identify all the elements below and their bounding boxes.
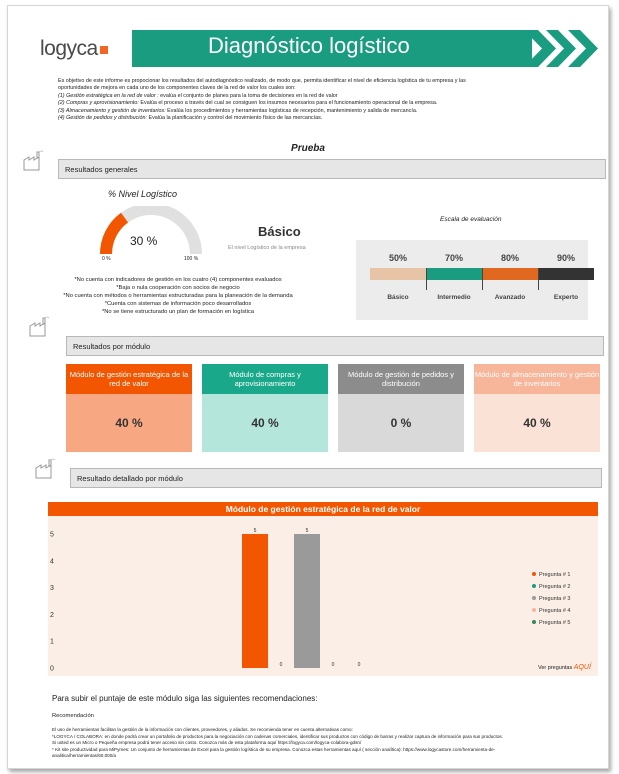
intro-line: Es objetivo de este informe es propocionar los resultados del autodiagnóstico realizado, de modo que, permita identificar el nivel de eficiencia logística de tu empresa y las [58, 78, 466, 84]
section-results-general: Resultados generales [58, 159, 606, 179]
module-card-value: 40 % [202, 394, 328, 452]
module-card-value: 40 % [474, 394, 600, 452]
report-page [7, 5, 609, 769]
scale-label: Avanzado [494, 294, 526, 301]
factory-icon [28, 316, 50, 338]
view-questions-link[interactable]: Ver preguntas AQUÍ [538, 664, 591, 671]
scale-divider [482, 268, 483, 290]
legend-marker [532, 596, 536, 600]
section-results-detail: Resultado detallado por módulo [70, 468, 602, 488]
module-card-value: 40 % [66, 394, 192, 452]
intro-text [58, 78, 598, 122]
chart-title: Módulo de gestión estratégica de la red de valor [48, 502, 598, 516]
gauge-title: % Nivel Logístico [108, 189, 178, 199]
legend-label: Pregunta # 4 [539, 608, 571, 614]
gauge-chart [100, 206, 202, 258]
gauge-max-label: 100 % [184, 256, 199, 262]
scale-label: Intermedio [437, 294, 471, 301]
logyca-logo: logyca [40, 37, 108, 61]
legend-label: Pregunta # 2 [539, 584, 571, 590]
intro-item: (3) Almacenamiento y gestión de inventarios: Evalúa los procedimientos y herramientas logísticas de recepción, mantenimiento y salida de mercancía. [58, 107, 418, 114]
scale-label: Experto [553, 294, 579, 301]
scale-box [356, 240, 588, 320]
bar-value-label: 0 [357, 662, 361, 668]
y-tick-label: 4 [50, 558, 54, 566]
recommendations-subtitle: Recomendación [52, 713, 94, 719]
module-card-title: Módulo de almacenamiento y gestión de inventarios [474, 364, 600, 394]
module-card-title: Módulo de gestión de pedidos y distribución [338, 364, 464, 394]
note-line: *No se tiene estructurado un plan de formación en logística [101, 309, 255, 315]
level-name: Básico [258, 224, 301, 239]
level-subtitle: El nivel Logístico de la empresa [228, 245, 306, 251]
scale-bar-avanzado [482, 268, 538, 280]
level-notes [8, 276, 348, 316]
recommendation-line: * Kit site productividad para MiPymes: Un conjunto de herramientas de Excel para la gestión logística de su empresa. Conozca estas herramientas aquí ( sección analítica): https://www.logycastore.com/herramienta-de- [52, 746, 496, 752]
scale-label: Básico [387, 294, 409, 301]
module-card-title: Módulo de compras y aprovisionamiento [202, 364, 328, 394]
bar-value-label: 5 [305, 528, 309, 534]
gauge-value: 30 % [130, 234, 158, 248]
scale-pct: 50% [388, 253, 407, 263]
scale-bar-intermedio [426, 268, 482, 280]
bar-value-label: 0 [331, 662, 335, 668]
bar-value-label: 0 [279, 662, 283, 668]
legend-label: Pregunta # 1 [539, 572, 571, 578]
scale-divider [426, 268, 427, 290]
bar-3 [294, 534, 320, 668]
legend-label: Pregunta # 5 [539, 620, 571, 626]
legend-marker [532, 584, 536, 588]
note-line: *Baja o nula cooperación con socios de negocio [116, 285, 240, 291]
intro-item: (1) Gestión estratégica en la red de valor : evalúa el conjunto de planes para la toma de decisiones en la red de valor [58, 92, 338, 99]
bar-chart [48, 516, 598, 676]
recommendations-title: Para subir el puntaje de este módulo siga las siguientes recomendaciones: [52, 694, 318, 703]
intro-item: (2) Compras y aprovisionamiento: Evalúa el proceso a través del cual se consiguen los insumos necesarios para el funcionamiento operacional de la empresa. [58, 100, 438, 107]
company-name: Prueba [291, 143, 325, 154]
legend-marker [532, 572, 536, 576]
scale-bar-experto [538, 268, 594, 280]
factory-icon [34, 458, 56, 480]
scale-pct: 90% [556, 253, 575, 263]
intro-item: (4) Gestión de pedidos y distribución: Evalúa la planificación y control del movimiento físico de las mercancías. [58, 115, 323, 122]
bar-1 [242, 534, 268, 668]
scale-bar-basico [370, 268, 426, 280]
legend-label: Pregunta # 3 [539, 596, 571, 602]
scale-pct: 70% [444, 253, 463, 263]
y-tick-label: 2 [50, 611, 54, 619]
module-card-value: 0 % [338, 394, 464, 452]
recommendation-line: Si usted es un Micro o Pequeña empresa podrá tener acceso sin costo. Conozca más de esta plataforma aquí https://logyca.com/logyca-colabora-gdsn/ [52, 740, 362, 746]
bar-value-label: 5 [253, 528, 257, 534]
chevron-arrows-icon [524, 30, 608, 67]
section-results-modules: Resultados por módulo [66, 336, 604, 356]
recommendation-line: El uso de herramientas facilitan la gestión de la información con clientes, proveedores, y aliados. Se recomienda tener en cuenta alternativas como: [52, 727, 353, 732]
note-line: *No cuenta con indicadores de gestión en los cuatro (4) componentes evaluados [74, 277, 282, 283]
y-tick-label: 0 [50, 665, 54, 673]
y-tick-label: 1 [50, 638, 54, 646]
y-tick-label: 5 [50, 531, 54, 539]
intro-line: oportunidades de mejora en cada uno de los componentes claves de la red de valor los cuales son: [58, 85, 296, 92]
note-line: *Cuenta con sistemas de información poco desarrollados [104, 301, 252, 307]
factory-icon [22, 150, 44, 172]
scale-pct: 80% [500, 253, 519, 263]
page-title: Diagnóstico logístico [208, 33, 410, 58]
recommendations-body [52, 727, 602, 760]
scale-title: Escala de evaluación [440, 216, 502, 223]
legend-marker [532, 608, 536, 612]
legend-marker [532, 620, 536, 624]
gauge-fill [106, 218, 125, 254]
y-tick-label: 3 [50, 585, 54, 593]
logo-square-icon [100, 46, 108, 54]
module-card-title: Módulo de gestión estratégica de la red de valor [66, 364, 192, 394]
gauge-min-label: 0 % [102, 256, 111, 262]
recommendation-line: *LOGYCA / COLABORA: en donde podrá crear un portafolio de productos para la negociación con cadenas comerciales, identificar sus productos con código de barras y realizar captura de información para sus productos. [52, 733, 503, 739]
scale-divider [538, 268, 539, 290]
note-line: *No cuenta con métodos o herramientas estructuradas para la planeación de la demanda [63, 293, 293, 299]
recommendation-line: analitica/herramientas/60.000/a [52, 753, 117, 759]
